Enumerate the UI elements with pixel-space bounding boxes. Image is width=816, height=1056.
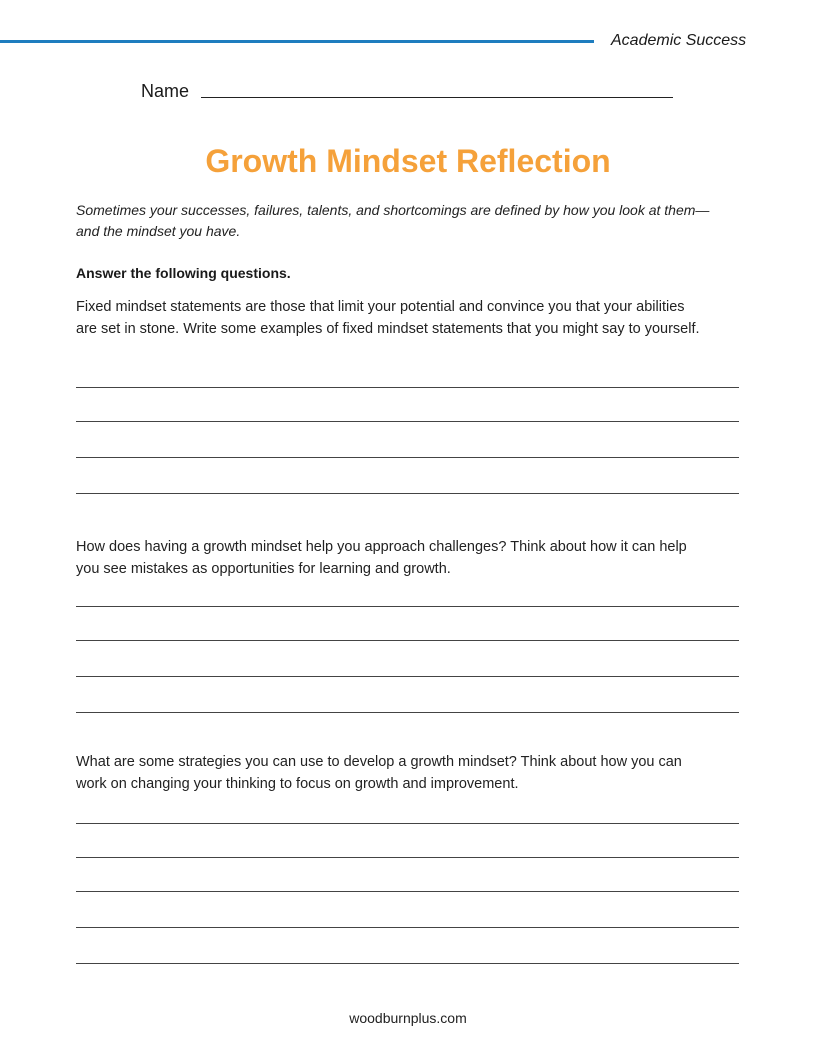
intro-line-2: and the mindset you have.	[76, 223, 241, 239]
name-field[interactable]	[141, 80, 681, 102]
question-3-line-1: What are some strategies you can use to develop a growth mindset? Think about how you can	[76, 754, 682, 770]
name-input-line[interactable]	[201, 97, 673, 98]
answer-line[interactable]	[76, 712, 739, 713]
answer-line[interactable]	[76, 857, 739, 858]
answer-line[interactable]	[76, 640, 739, 641]
answer-line[interactable]	[76, 606, 739, 607]
footer-website: woodburnplus.com	[349, 1010, 467, 1026]
answer-line[interactable]	[76, 927, 739, 928]
answer-line[interactable]	[76, 457, 739, 458]
name-label: Name	[141, 81, 190, 101]
question-3-line-2: work on changing your thinking to focus on growth and improvement.	[76, 776, 519, 792]
answer-line[interactable]	[76, 676, 739, 677]
answer-line[interactable]	[76, 963, 739, 964]
answer-line[interactable]	[76, 823, 739, 824]
answer-line[interactable]	[76, 493, 739, 494]
header-rule	[0, 40, 594, 43]
answer-line[interactable]	[76, 891, 739, 892]
question-1-line-1: Fixed mindset statements are those that limit your potential and convince you that your abilities	[76, 299, 685, 315]
intro-text	[76, 200, 740, 242]
answer-line[interactable]	[76, 421, 739, 422]
question-1	[76, 296, 740, 340]
instructions: Answer the following questions.	[76, 265, 291, 281]
question-2	[76, 536, 740, 580]
section-label: Academic Success	[611, 32, 747, 49]
page-title: Growth Mindset Reflection	[205, 143, 611, 179]
question-2-line-2: you see mistakes as opportunities for learning and growth.	[76, 561, 451, 577]
question-2-line-1: How does having a growth mindset help you approach challenges? Think about how it can help	[76, 539, 687, 555]
question-1-line-2: are set in stone. Write some examples of fixed mindset statements that you might say to yourself.	[76, 321, 700, 337]
question-3	[76, 751, 740, 795]
intro-line-1: Sometimes your successes, failures, talents, and shortcomings are defined by how you look at them—	[76, 202, 710, 218]
answer-line[interactable]	[76, 387, 739, 388]
